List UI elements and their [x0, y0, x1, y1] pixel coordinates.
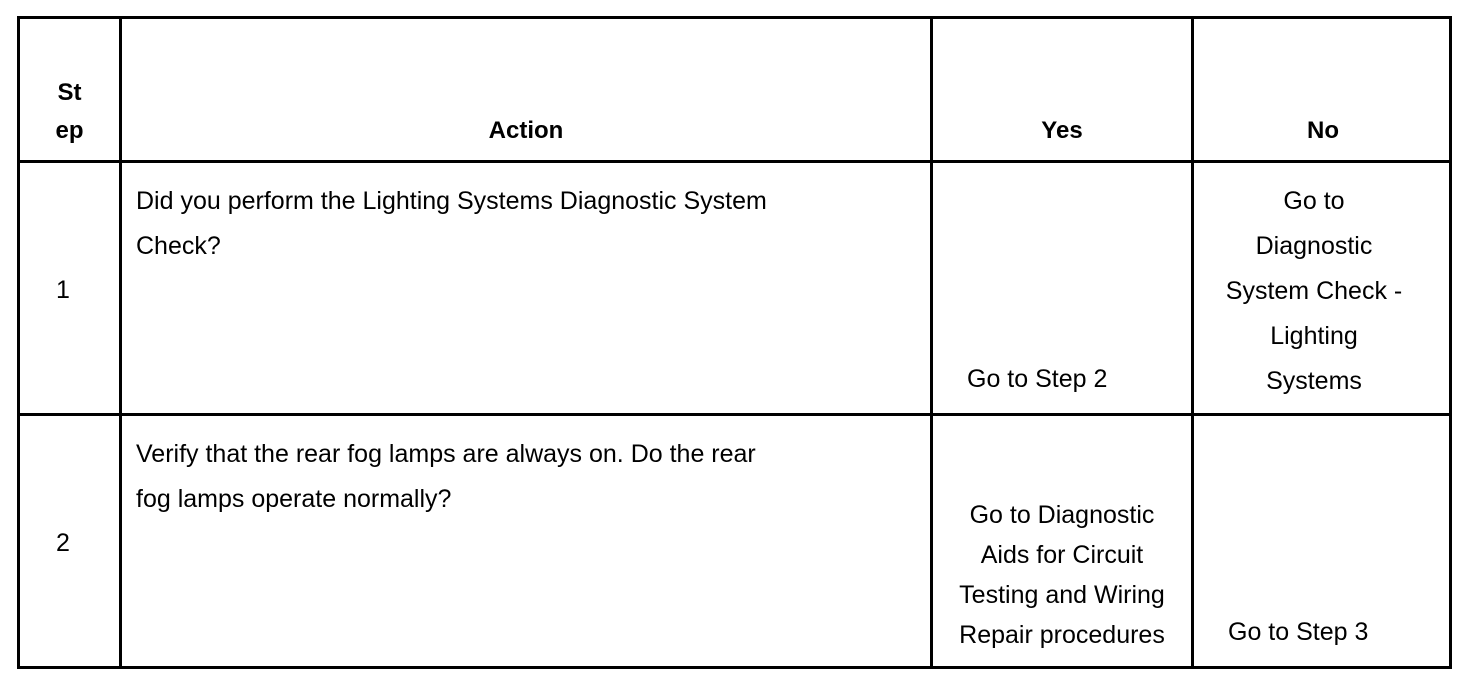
- row2-yes-line3: Testing and Wiring: [959, 581, 1165, 609]
- row1-no: [1194, 179, 1434, 404]
- row2-action: [136, 432, 926, 522]
- header-no: No: [1307, 117, 1339, 144]
- header-action: Action: [488, 117, 564, 144]
- row1-step: 1: [56, 276, 70, 304]
- row1-action-line2: Check?: [136, 232, 221, 260]
- row2-step: 2: [56, 529, 70, 557]
- row1-no-line4: Lighting: [1270, 322, 1358, 350]
- row-divider: [20, 413, 1449, 416]
- row1-no-line3: System Check -: [1225, 277, 1403, 305]
- header-step: [20, 74, 119, 150]
- row2-yes-line1: Go to Diagnostic: [969, 501, 1155, 529]
- row1-no-line5: Systems: [1266, 367, 1362, 395]
- row1-action: [136, 179, 926, 269]
- row2-yes-line4: Repair procedures: [959, 621, 1165, 649]
- row1-yes: Go to Step 2: [967, 365, 1108, 393]
- row2-action-line1: Verify that the rear fog lamps are always on. Do the rear: [136, 440, 756, 468]
- header-step-line2: ep: [55, 117, 84, 144]
- row2-yes-line2: Aids for Circuit: [980, 541, 1144, 569]
- diagnostic-table: [17, 16, 1452, 669]
- header-step-line1: St: [57, 79, 82, 106]
- row2-yes: [933, 495, 1191, 655]
- row-divider: [20, 160, 1449, 163]
- row2-action-line2: fog lamps operate normally?: [136, 485, 452, 513]
- row1-no-line1: Go to: [1283, 187, 1345, 215]
- header-yes: Yes: [1041, 117, 1083, 144]
- row1-action-line1: Did you perform the Lighting Systems Diagnostic System: [136, 187, 767, 215]
- row2-no: Go to Step 3: [1228, 618, 1369, 646]
- row1-no-line2: Diagnostic: [1255, 232, 1373, 260]
